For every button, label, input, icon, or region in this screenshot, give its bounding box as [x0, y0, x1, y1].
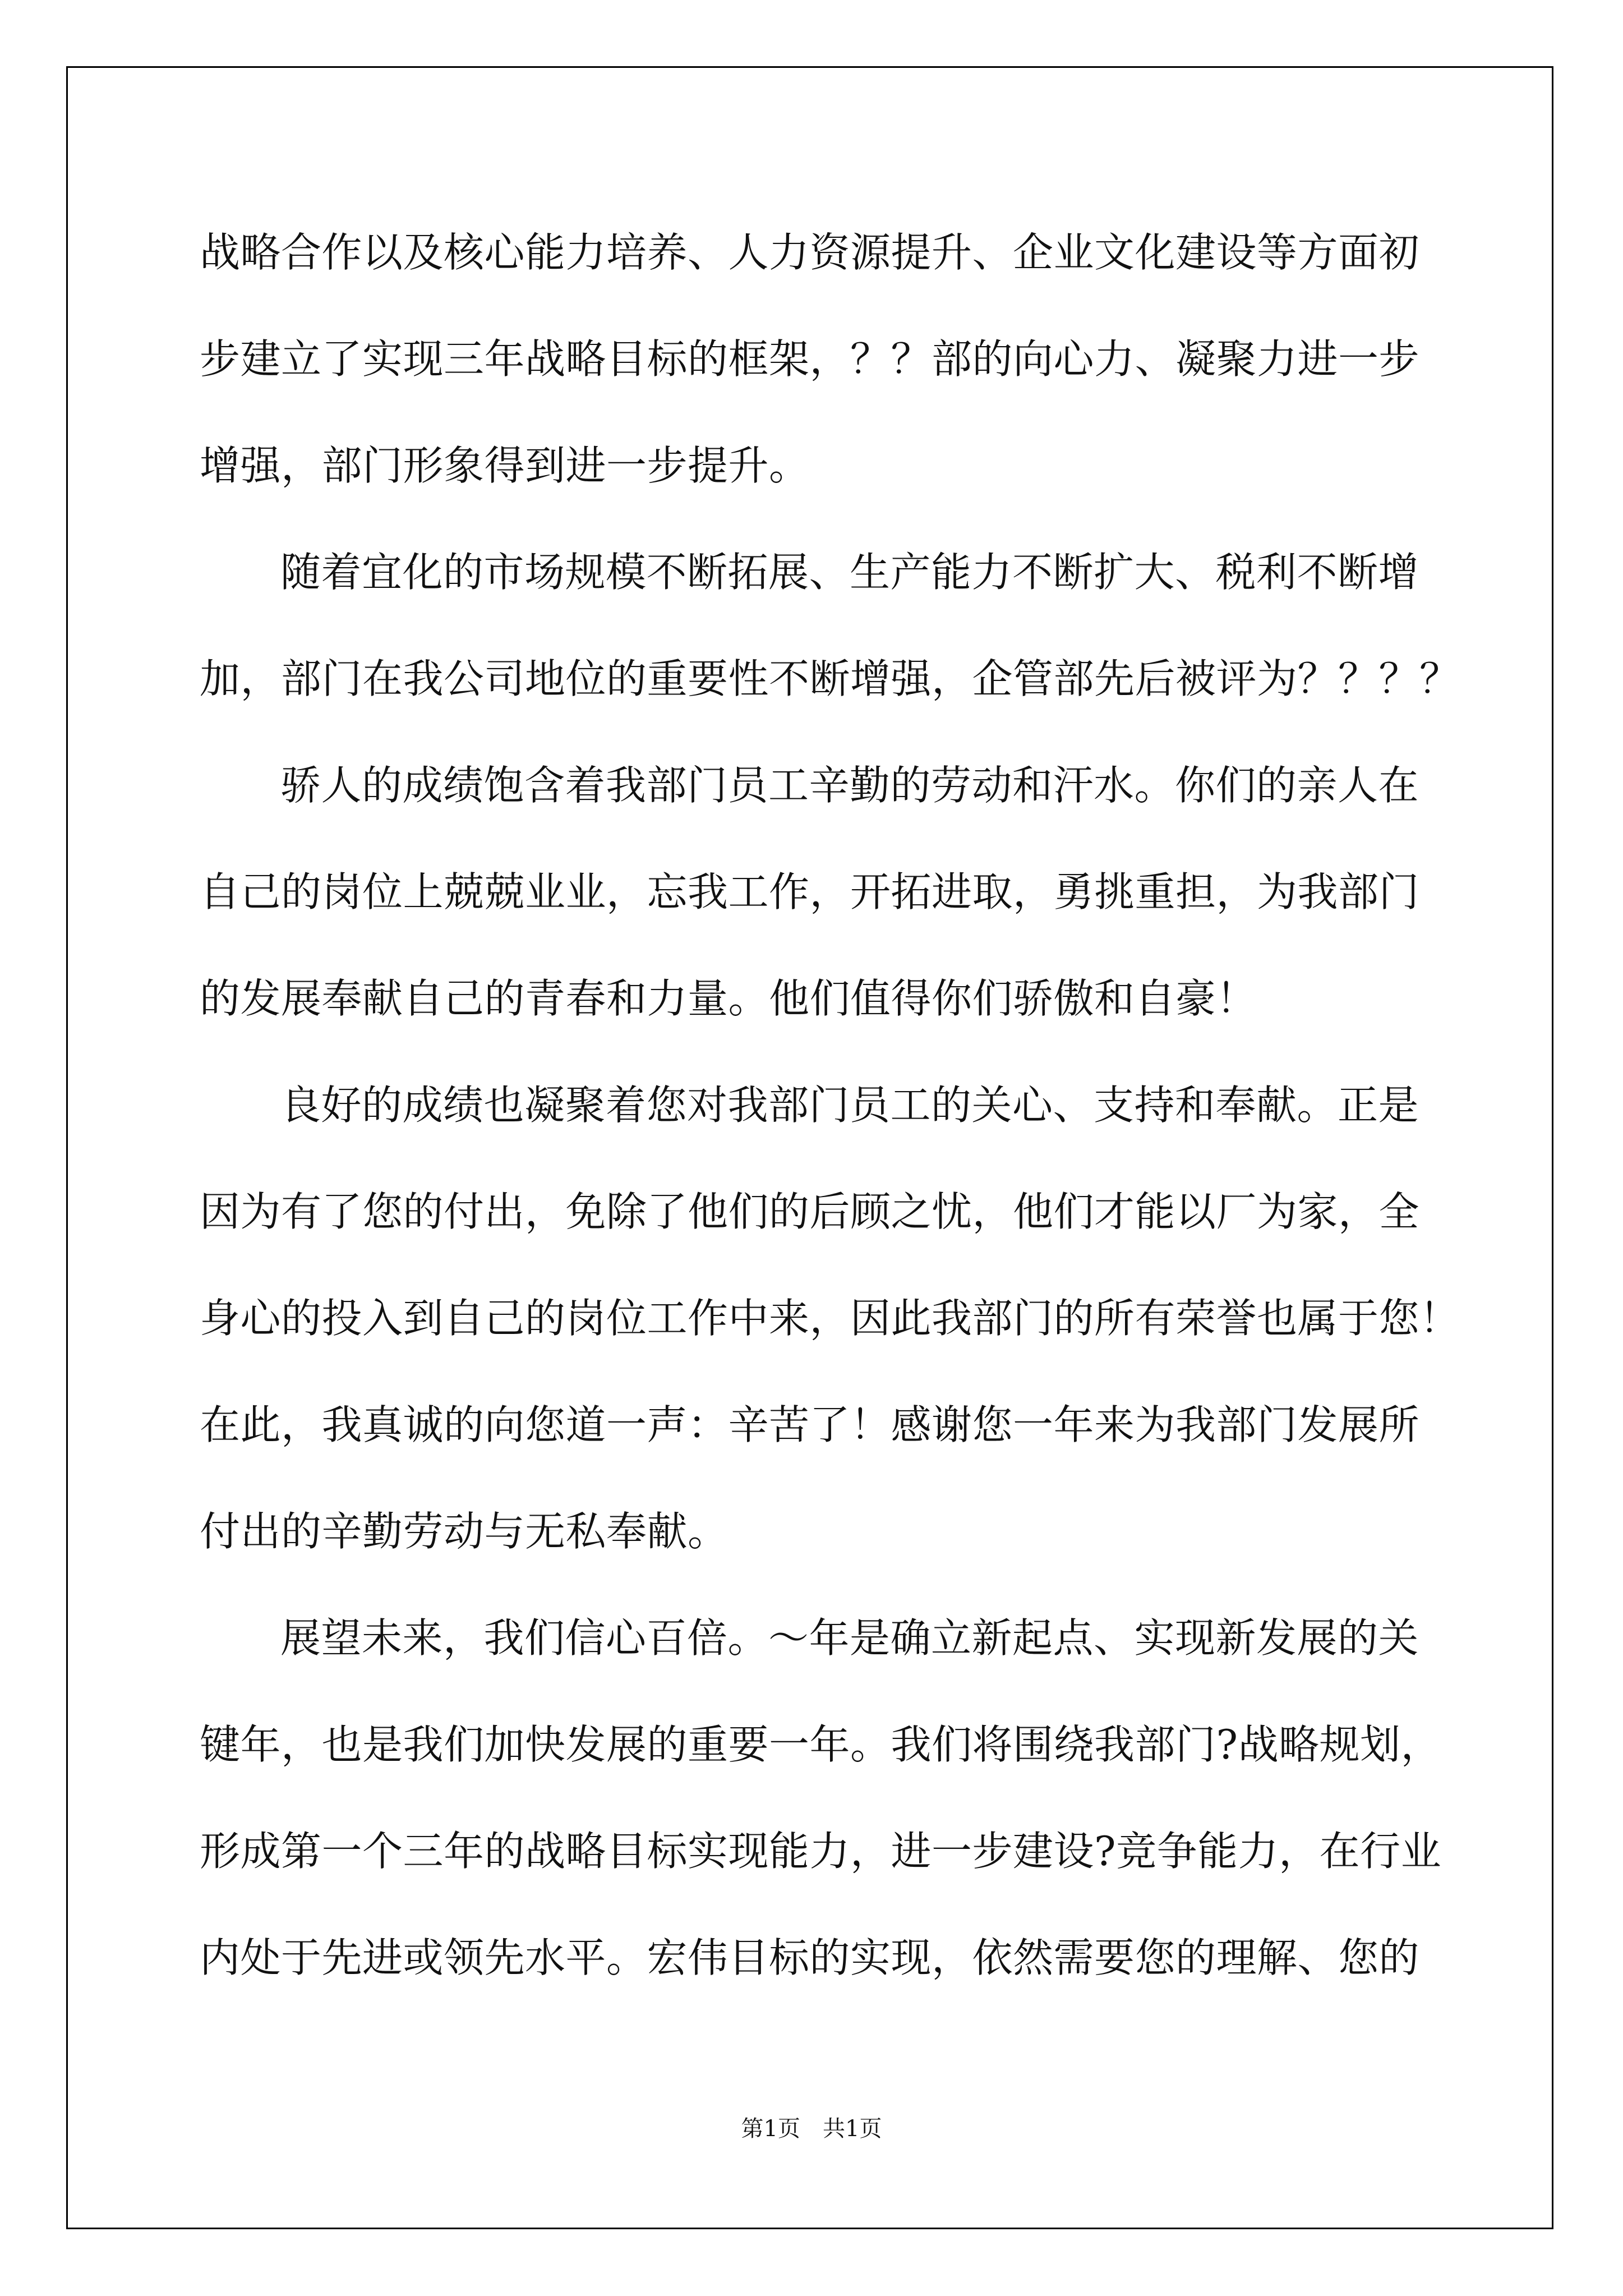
paragraph-4-line-4: 在此，我真诚的向您道一声：辛苦了！感谢您一年来为我部门发展所: [200, 1401, 1420, 1448]
paragraph-5-line-3: 形成第一个三年的战略目标实现能力，进一步建设?竞争能力，在行业: [200, 1828, 1442, 1875]
paragraph-1-line-2: 步建立了实现三年战略目标的框架，？？部的向心力、凝聚力进一步: [200, 335, 1420, 383]
paragraph-2-line-1: 随着宜化的市场规模不断拓展、生产能力不断扩大、税利不断增: [280, 549, 1419, 596]
page-number: 第1页 共1页: [741, 2116, 882, 2142]
paragraph-2-line-2: 加，部门在我公司地位的重要性不断增强，企管部先后被评为？？？？: [200, 655, 1460, 702]
paragraph-3-line-3: 的发展奉献自己的青春和力量。他们值得你们骄傲和自豪！: [200, 975, 1257, 1022]
page-border: [66, 66, 1553, 2229]
paragraph-4-line-3: 身心的投入到自己的岗位工作中来，因此我部门的所有荣誉也属于您！: [200, 1295, 1460, 1342]
paragraph-1-line-1: 战略合作以及核心能力培养、人力资源提升、企业文化建设等方面初: [200, 229, 1420, 276]
paragraph-4-line-5: 付出的辛勤劳动与无私奉献。: [200, 1508, 728, 1555]
paragraph-4-line-2: 因为有了您的付出，免除了他们的后顾之忧，他们才能以厂为家，全: [200, 1188, 1420, 1235]
paragraph-3-line-1: 骄人的成绩饱含着我部门员工辛勤的劳动和汗水。你们的亲人在: [280, 762, 1419, 809]
paragraph-5-line-4: 内处于先进或领先水平。宏伟目标的实现，依然需要您的理解、您的: [200, 1934, 1420, 1981]
paragraph-5-line-2: 键年，也是我们加快发展的重要一年。我们将围绕我部门?战略规划，: [200, 1721, 1442, 1768]
paragraph-3-line-2: 自己的岗位上兢兢业业，忘我工作，开拓进取，勇挑重担，为我部门: [200, 868, 1420, 915]
paragraph-1-line-3: 增强，部门形象得到进一步提升。: [200, 442, 810, 489]
paragraph-4-line-1: 良好的成绩也凝聚着您对我部门员工的关心、支持和奉献。正是: [280, 1082, 1419, 1129]
paragraph-5-line-1: 展望未来，我们信心百倍。～年是确立新起点、实现新发展的关: [280, 1614, 1419, 1662]
